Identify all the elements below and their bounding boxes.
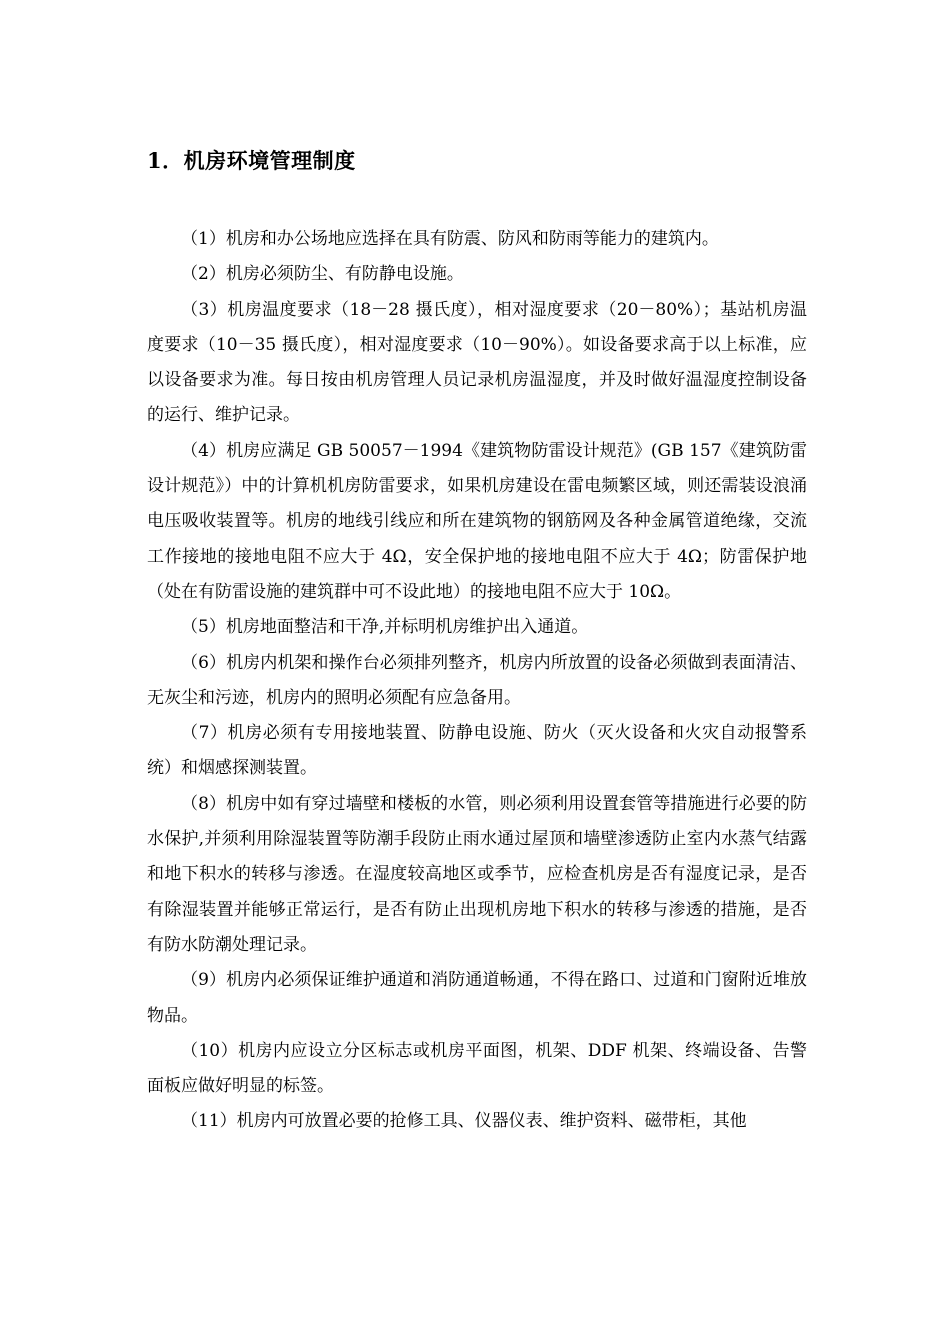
paragraph-11: （11）机房内可放置必要的抢修工具、仪器仪表、维护资料、磁带柜，其他 [181, 1111, 747, 1132]
paragraph-8: （8）机房中如有穿过墙壁和楼板的水管，则必须利用设置套管等措施进行必要的防水保护,并须利用除湿装置等防潮手段防止雨水通过屋顶和墙壁渗透防止室内水蒸气结露和地下积水的转移与渗透。在湿度较高地区或季节，应检查机房是否有湿度记录，是否有除湿装置并能够正常运行，是否有防止出现机房地下积水的转移与渗透的措施，是否有防水防潮处理记录。 [147, 793, 807, 955]
paragraph-4: （4）机房应满足 GB 50057－1994《建筑物防雷设计规范》(GB 157《建筑防雷设计规范》）中的计算机机房防雷要求，如果机房建设在雷电频繁区域，则还需装设浪涌电压吸收装置等。机房的地线引线应和所在建筑物的钢筋网及各种金属管道绝缘，交流工作接地的接地电阻不应大于 4Ω，安全保护地的接地电阻不应大于 4Ω；防雷保护地（处在有防雷设施的建筑群中可不设此地）的接地电阻不应大于 10Ω。 [147, 440, 807, 602]
paragraph-10: （10）机房内应设立分区标志或机房平面图，机架、DDF 机架、终端设备、告警面板应做好明显的标签。 [147, 1040, 807, 1097]
paragraph-5: （5）机房地面整洁和干净,并标明机房维护出入通道。 [181, 617, 589, 638]
paragraph-7: （7）机房必须有专用接地装置、防静电设施、防火（灭火设备和火灾自动报警系统）和烟感探测装置。 [147, 723, 807, 779]
paragraph-1: （1）机房和办公场地应选择在具有防震、防风和防雨等能力的建筑内。 [181, 229, 719, 249]
paragraph-3: （3）机房温度要求（18－28 摄氏度），相对湿度要求（20－80%）；基站机房温度要求（10－35 摄氏度），相对湿度要求（10－90%）。如设备要求高于以上标准，应以设备要求为准。每日按由机房管理人员记录机房温湿度，并及时做好温湿度控制设备的运行、维护记录。 [147, 299, 807, 426]
document-body [147, 222, 807, 1140]
paragraph-6: （6）机房内机架和操作台必须排列整齐，机房内所放置的设备必须做到表面清洁、无灰尘和污迹，机房内的照明必须配有应急备用。 [147, 652, 807, 708]
paragraph-9: （9）机房内必须保证维护通道和消防通道畅通，不得在路口、过道和门窗附近堆放物品。 [147, 970, 807, 1026]
section-heading: 1．机房环境管理制度 [147, 148, 356, 173]
paragraph-2: （2）机房必须防尘、有防静电设施。 [181, 264, 464, 285]
